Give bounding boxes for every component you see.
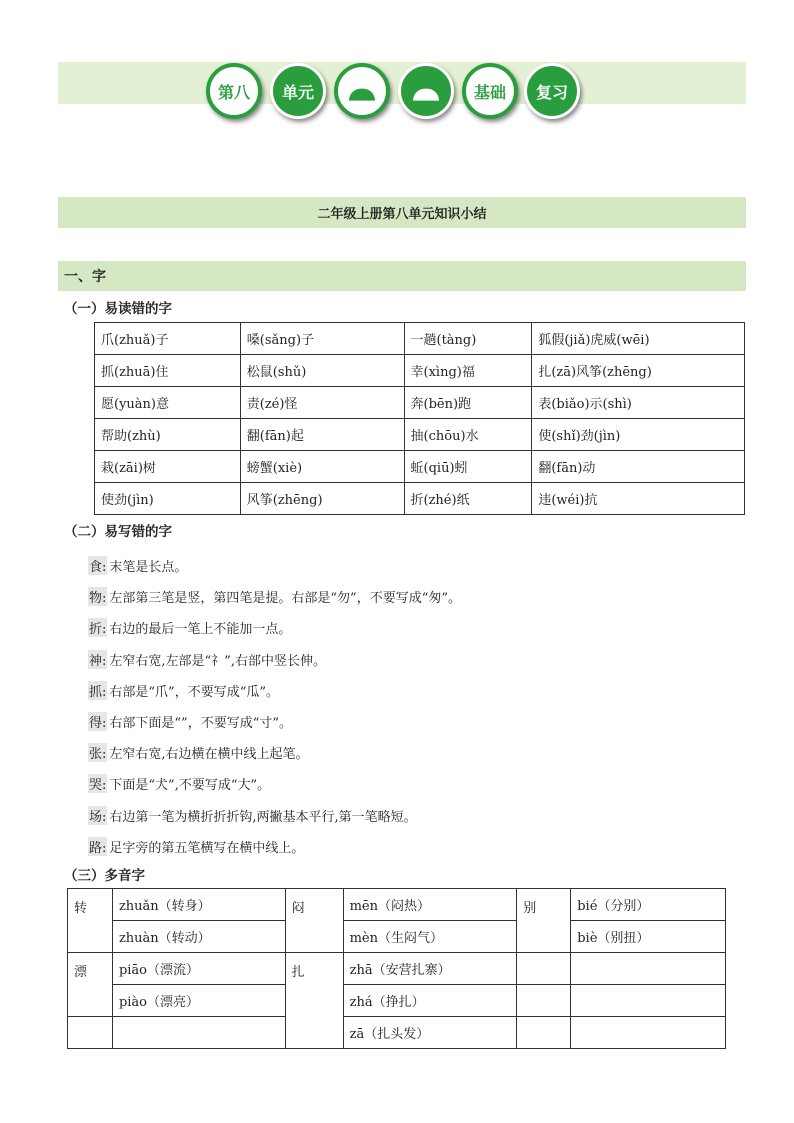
table-row xyxy=(95,483,745,515)
table-cell: 松鼠(shǔ) xyxy=(240,355,404,387)
item-key: 物: xyxy=(88,587,107,606)
poly-reading: zhá（挣扎） xyxy=(343,985,517,1017)
poly-char: 扎 xyxy=(285,953,343,1049)
hump-icon xyxy=(349,89,375,101)
subheading-misread: （一）易读错的字 xyxy=(64,301,172,317)
poly-reading: bié（分别） xyxy=(571,889,726,921)
table-cell: 一趟(tàng) xyxy=(404,323,532,355)
subheading-miswritten: （二）易写错的字 xyxy=(64,524,172,540)
hump-icon xyxy=(413,89,439,101)
section-heading: 一、字 xyxy=(58,261,746,291)
empty-cell xyxy=(517,953,571,985)
poly-char: 别 xyxy=(517,889,571,953)
item-key: 张: xyxy=(88,743,107,762)
table-cell: 嗓(sǎng)子 xyxy=(240,323,404,355)
item-key: 神: xyxy=(88,650,107,669)
item-key: 抓: xyxy=(88,681,107,700)
item-text: 末笔是长点。 xyxy=(109,560,188,576)
table-cell: 使(shǐ)劲(jìn) xyxy=(532,419,745,451)
empty-cell xyxy=(112,1017,285,1049)
table-row xyxy=(68,953,726,985)
item-text: 足字旁的第五笔横写在横中线上。 xyxy=(109,840,305,856)
table-cell: 翻(fān)起 xyxy=(240,419,404,451)
table-cell: 扎(zā)风筝(zhēng) xyxy=(532,355,745,387)
list-item xyxy=(88,581,461,612)
item-text: 下面是“犬”,不要写成“大”。 xyxy=(109,778,271,794)
table-cell: 愿(yuàn)意 xyxy=(95,387,241,419)
item-text: 右部下面是“”，不要写成“寸”。 xyxy=(109,716,292,732)
item-text: 左窄右宽,右边横在横中线上起笔。 xyxy=(109,747,309,763)
table-row xyxy=(68,1017,726,1049)
header-badge-6: 复习 xyxy=(524,63,580,119)
poly-reading: piào（漂亮） xyxy=(112,985,285,1017)
table-cell: 幸(xìng)福 xyxy=(404,355,532,387)
table-row xyxy=(68,985,726,1017)
item-text: 右部是“爪”，不要写成“瓜”。 xyxy=(109,684,279,700)
poly-char: 转 xyxy=(68,889,113,953)
misread-characters-table xyxy=(94,322,745,515)
empty-cell xyxy=(517,985,571,1017)
miswritten-list xyxy=(88,550,461,862)
table-cell: 违(wéi)抗 xyxy=(532,483,745,515)
item-key: 得: xyxy=(88,712,107,731)
table-cell: 狐假(jiǎ)虎威(wēi) xyxy=(532,323,745,355)
table-cell: 蚯(qiū)蚓 xyxy=(404,451,532,483)
item-text: 右边的最后一笔上不能加一点。 xyxy=(109,622,292,638)
table-cell: 使劲(jìn) xyxy=(95,483,241,515)
item-key: 哭: xyxy=(88,774,107,793)
item-key: 食: xyxy=(88,556,107,575)
table-row xyxy=(95,323,745,355)
poly-reading: zā（扎头发） xyxy=(343,1017,517,1049)
table-cell: 责(zé)怪 xyxy=(240,387,404,419)
table-cell: 表(biǎo)示(shì) xyxy=(532,387,745,419)
table-cell: 抽(chōu)水 xyxy=(404,419,532,451)
empty-cell xyxy=(571,1017,726,1049)
header-badge-2: 单元 xyxy=(270,63,326,119)
item-text: 左部第三笔是竖，第四笔是提。右部是“勿”，不要写成“匆”。 xyxy=(109,591,461,607)
table-row xyxy=(95,451,745,483)
poly-char: 闷 xyxy=(285,889,343,953)
list-item xyxy=(88,675,461,706)
page-title: 二年级上册第八单元知识小结 xyxy=(58,197,746,228)
poly-reading: piāo（漂流） xyxy=(112,953,285,985)
list-item xyxy=(88,644,461,675)
header-badge-5: 基础 xyxy=(462,63,518,119)
list-item xyxy=(88,768,461,799)
table-row xyxy=(68,921,726,953)
subheading-polyphones: （三）多音字 xyxy=(64,868,145,884)
empty-cell xyxy=(571,953,726,985)
table-row xyxy=(68,889,726,921)
item-key: 折: xyxy=(88,618,107,637)
item-key: 路: xyxy=(88,837,107,856)
table-cell: 爪(zhuǎ)子 xyxy=(95,323,241,355)
table-cell: 奔(bēn)跑 xyxy=(404,387,532,419)
header-badge-1: 第八 xyxy=(206,63,262,119)
table-row xyxy=(95,387,745,419)
list-item xyxy=(88,612,461,643)
header-badge-3 xyxy=(334,63,390,119)
item-text: 右边第一笔为横折折折钩,两撇基本平行,第一笔略短。 xyxy=(109,809,417,825)
poly-reading: zhuàn（转动） xyxy=(112,921,285,953)
table-cell: 栽(zāi)树 xyxy=(95,451,241,483)
list-item xyxy=(88,831,461,862)
table-cell: 帮助(zhù) xyxy=(95,419,241,451)
poly-reading: mèn（生闷气） xyxy=(343,921,517,953)
list-item xyxy=(88,550,461,581)
empty-cell xyxy=(68,1017,113,1049)
poly-reading: zhuǎn（转身） xyxy=(112,889,285,921)
list-item xyxy=(88,706,461,737)
header-badge-4 xyxy=(398,63,454,119)
table-cell: 翻(fān)动 xyxy=(532,451,745,483)
table-cell: 折(zhé)纸 xyxy=(404,483,532,515)
empty-cell xyxy=(571,985,726,1017)
list-item xyxy=(88,737,461,768)
table-cell: 抓(zhuā)住 xyxy=(95,355,241,387)
poly-char: 漂 xyxy=(68,953,113,1017)
table-row xyxy=(95,355,745,387)
empty-cell xyxy=(517,1017,571,1049)
list-item xyxy=(88,800,461,831)
item-text: 左窄右宽,左部是“礻”,右部中竖长伸。 xyxy=(109,653,326,669)
item-key: 场: xyxy=(88,806,107,825)
poly-reading: mēn（闷热） xyxy=(343,889,517,921)
poly-reading: biè（别扭） xyxy=(571,921,726,953)
table-cell: 风筝(zhēng) xyxy=(240,483,404,515)
poly-reading: zhā（安营扎寨） xyxy=(343,953,517,985)
table-row xyxy=(95,419,745,451)
polyphone-table xyxy=(67,888,726,1049)
table-cell: 螃蟹(xiè) xyxy=(240,451,404,483)
